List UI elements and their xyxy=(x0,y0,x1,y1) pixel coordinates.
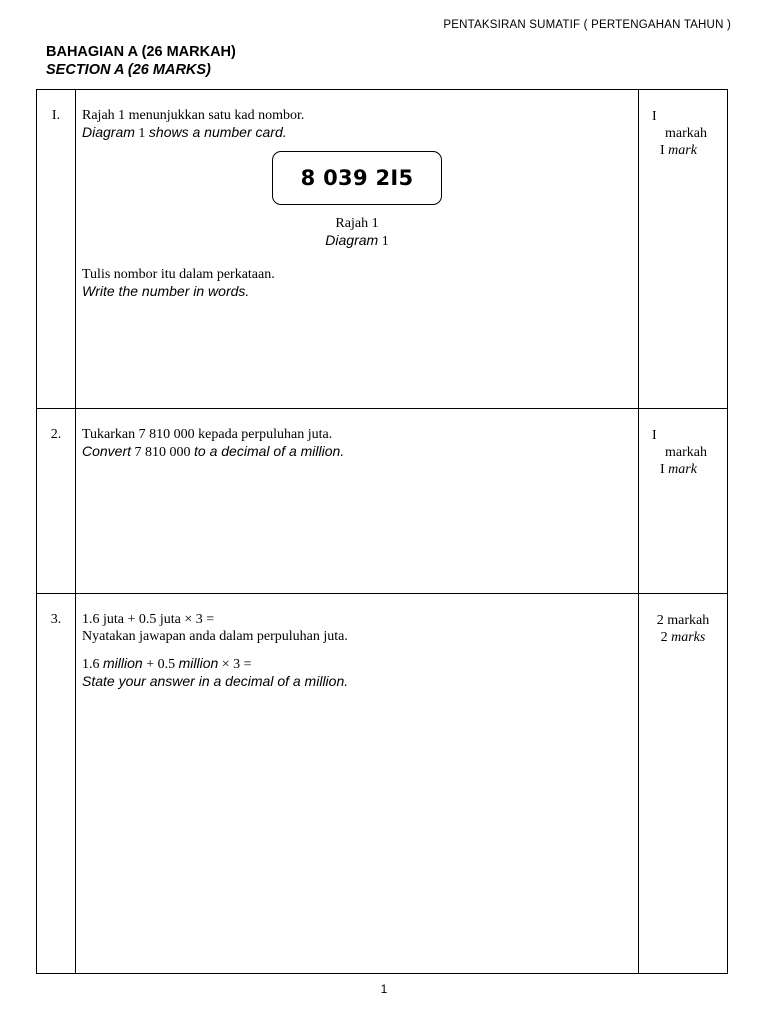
expression-bm: 1.6 juta + 0.5 juta × 3 = xyxy=(82,612,215,627)
marks-cell xyxy=(639,594,728,974)
question-body xyxy=(76,594,639,974)
task-text-bm: Tulis nombor itu dalam perkataan. xyxy=(82,267,275,282)
question-text-bm: Rajah 1 menunjukkan satu kad nombor. xyxy=(82,108,305,123)
diagram-caption xyxy=(82,215,632,250)
questions-table xyxy=(36,89,728,974)
question-text-bm: Tukarkan 7 810 000 kepada perpuluhan juta. xyxy=(82,427,333,442)
marks-label-en: I mark xyxy=(660,462,697,477)
marks-label-bm: markah xyxy=(665,445,707,460)
running-header: PENTAKSIRAN SUMATIF ( PERTENGAHAN TAHUN ) xyxy=(443,19,731,31)
question-body xyxy=(76,90,639,409)
question-number: 3. xyxy=(37,594,76,974)
section-title-en: SECTION A (26 MARKS) xyxy=(46,62,211,78)
marks-label-bm: markah xyxy=(665,126,707,141)
question-row-1 xyxy=(37,90,728,409)
marks-count: I xyxy=(652,428,657,443)
marks-count: I xyxy=(652,109,657,124)
section-title-bm: BAHAGIAN A (26 MARKAH) xyxy=(46,44,236,60)
number-card-wrapper xyxy=(82,151,632,205)
expression-en: 1.6 million + 0.5 million × 3 = xyxy=(82,655,252,672)
question-text-en: Diagram 1 shows a number card. xyxy=(82,124,287,141)
marks-cell xyxy=(639,90,728,409)
question-body xyxy=(76,409,639,594)
question-row-3 xyxy=(37,594,728,974)
section-title xyxy=(46,43,236,79)
question-number: I. xyxy=(37,90,76,409)
task-text-en: State your answer in a decimal of a million. xyxy=(82,673,349,689)
question-number: 2. xyxy=(37,409,76,594)
marks-label-en: I mark xyxy=(660,143,697,158)
question-text-en: Convert 7 810 000 to a decimal of a million. xyxy=(82,443,345,460)
caption-bm: Rajah 1 xyxy=(335,216,379,231)
caption-en: Diagram 1 xyxy=(325,232,389,249)
marks-cell xyxy=(639,409,728,594)
marks-label-en: 2 marks xyxy=(660,630,706,645)
task-text-en: Write the number in words. xyxy=(82,283,250,299)
page-number: 1 xyxy=(380,982,388,996)
marks-label-bm: 2 markah xyxy=(656,613,710,628)
task-text-bm: Nyatakan jawapan anda dalam perpuluhan juta. xyxy=(82,629,348,644)
question-row-2 xyxy=(37,409,728,594)
number-card: 8 039 2I5 xyxy=(272,151,442,205)
